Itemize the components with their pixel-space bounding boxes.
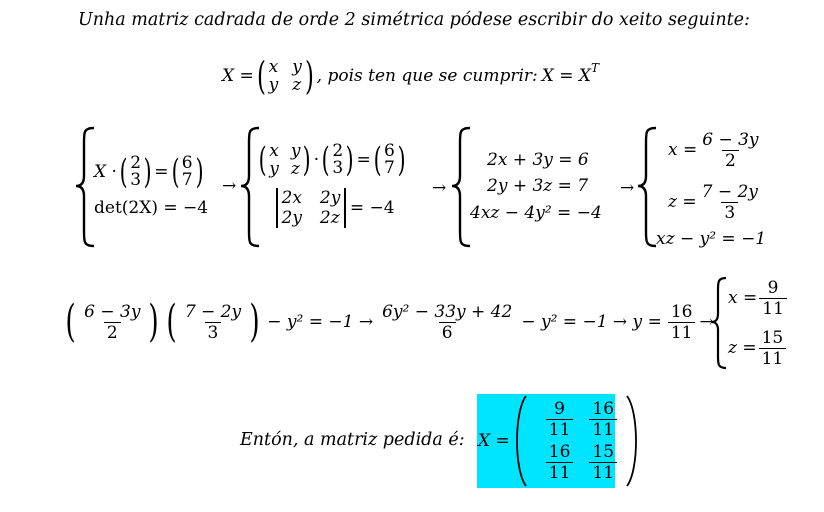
denominator: 2 <box>104 322 121 343</box>
result-text: Entón, a matriz pedida é: <box>240 430 465 450</box>
fraction <box>699 130 761 171</box>
symmetric-matrix <box>269 142 300 178</box>
determinant-matrix <box>282 188 341 228</box>
arrow-4: → <box>699 312 714 332</box>
matrix-cell: y <box>290 141 301 161</box>
vector-cell: 7 <box>384 158 395 178</box>
eq-text: x = <box>668 140 698 160</box>
system4-eq3: xz − y² = −1 <box>656 229 767 249</box>
numerator: 16 <box>670 301 693 322</box>
vector-cell: 7 <box>181 170 193 190</box>
right-paren: ) <box>304 54 314 98</box>
system1-eq2: det(2X) = −4 <box>94 198 209 218</box>
result-matrix-expression <box>478 394 643 488</box>
matrix-cell: 2y <box>281 208 302 228</box>
denominator: 3 <box>205 322 222 343</box>
left-paren: ( <box>171 152 180 192</box>
system4-z <box>668 178 763 226</box>
eq-text: − y² = −1 → <box>267 312 374 332</box>
fraction <box>81 302 143 343</box>
fraction <box>759 328 787 369</box>
fraction <box>379 302 515 343</box>
left-paren: ( <box>373 140 382 180</box>
lhs-x: X = <box>222 66 254 86</box>
numerator: 16 <box>592 399 615 419</box>
system2-eq1 <box>256 138 408 182</box>
intro-sentence: Unha matriz cadrada de orde 2 simétrica pódese escribir do xeito seguinte: <box>78 10 750 30</box>
det-bar-left <box>276 188 278 228</box>
right-paren: ) <box>397 140 406 180</box>
transpose-sup: T <box>591 61 600 75</box>
denominator: 11 <box>759 348 787 369</box>
denominator: 11 <box>759 298 787 319</box>
numerator: 16 <box>548 442 571 462</box>
eq-text: x = <box>728 288 758 308</box>
dot-operator: · <box>313 150 320 170</box>
eq-text: − y² = −1 → y = <box>521 312 662 332</box>
vector-cell: 2 <box>332 141 344 161</box>
left-paren: ( <box>119 152 128 192</box>
arrow-3: → <box>620 178 635 198</box>
numerator: 9 <box>767 277 779 298</box>
numerator: 15 <box>761 327 784 348</box>
solution-brace <box>712 278 726 368</box>
denominator: 6 <box>439 322 456 343</box>
eq-text: X · <box>94 162 117 182</box>
fraction <box>546 399 574 440</box>
denominator: 11 <box>546 419 574 440</box>
numerator: 6y² − 33y + 42 <box>382 301 513 322</box>
column-vector <box>130 155 141 189</box>
system1-brace <box>76 128 94 246</box>
left-paren: ( <box>321 140 330 180</box>
matrix-cell: x <box>268 57 279 77</box>
fraction <box>589 442 617 483</box>
lhs-x: X = <box>478 431 510 451</box>
numerator: 7 − 2y <box>184 301 242 322</box>
system4-brace <box>638 128 656 246</box>
numerator: 6 − 3y <box>702 129 759 150</box>
arrow-1: → <box>222 176 237 196</box>
result-left-paren <box>510 394 530 488</box>
system3-brace <box>452 128 470 246</box>
fraction <box>699 182 761 223</box>
right-paren: ) <box>143 152 152 192</box>
matrix-cell: x <box>269 141 279 161</box>
system3-eq3: 4xz − 4y² = −4 <box>470 203 602 223</box>
matrix-cell: 2x <box>281 188 302 208</box>
det-bar-right <box>344 188 346 228</box>
fraction <box>759 278 787 319</box>
numerator: 7 − 2y <box>701 181 758 202</box>
column-vector <box>182 155 193 189</box>
system2-eq2 <box>272 186 395 230</box>
numerator: 9 <box>554 399 565 419</box>
vector-cell: 3 <box>130 170 142 190</box>
solution-x <box>728 274 789 322</box>
vector-cell: 6 <box>384 141 395 161</box>
matrix-cell: 2y <box>319 188 341 208</box>
left-paren: ( <box>166 296 177 347</box>
vector-cell: 3 <box>332 158 344 178</box>
denominator: 11 <box>589 462 617 483</box>
arrow-2: → <box>432 178 447 198</box>
matrix-cell: y <box>292 57 302 77</box>
system1-eq1 <box>94 152 206 192</box>
right-paren: ) <box>195 152 204 192</box>
denominator: 2 <box>722 150 739 171</box>
eq-text: = −4 <box>349 198 395 218</box>
right-paren: ) <box>303 140 312 180</box>
right-paren: ) <box>148 296 160 347</box>
matrix-cell: z <box>292 75 302 95</box>
solve-line <box>62 296 714 348</box>
vector-cell: 6 <box>181 153 193 173</box>
denominator: 11 <box>589 419 617 440</box>
denominator: 11 <box>668 322 696 343</box>
matrix-cell: y <box>269 159 279 179</box>
matrix-cell: z <box>290 159 300 179</box>
fraction <box>546 442 574 483</box>
system4-x <box>668 126 764 174</box>
fraction <box>668 302 696 343</box>
eq-text: = <box>154 162 169 182</box>
column-vector <box>384 143 395 177</box>
right-paren: ) <box>345 140 354 180</box>
solution-z <box>728 324 788 372</box>
result-matrix <box>544 399 619 483</box>
eq-text: z = <box>728 338 757 358</box>
denominator: 3 <box>721 202 738 223</box>
left-paren: ( <box>65 296 76 347</box>
eq-text: = <box>356 150 371 170</box>
system3-eq1: 2x + 3y = 6 <box>487 150 589 170</box>
left-paren: ( <box>256 54 266 98</box>
matrix-cell: y <box>268 75 279 95</box>
column-vector <box>332 143 343 177</box>
condition-text: , pois ten que se cumprir: <box>316 66 538 86</box>
fraction <box>589 399 617 440</box>
right-paren: ) <box>249 296 260 347</box>
vector-cell: 2 <box>130 153 142 173</box>
system3-eq2: 2y + 3z = 7 <box>487 176 589 196</box>
denominator: 11 <box>546 462 574 483</box>
numerator: 15 <box>592 442 615 462</box>
matrix-cell: 2z <box>319 208 340 228</box>
left-paren: ( <box>258 140 267 180</box>
fraction <box>182 302 244 343</box>
eq-text: z = <box>668 192 697 212</box>
numerator: 6 − 3y <box>84 301 141 322</box>
condition-equation: X = X <box>541 66 592 86</box>
result-right-paren <box>623 394 643 488</box>
